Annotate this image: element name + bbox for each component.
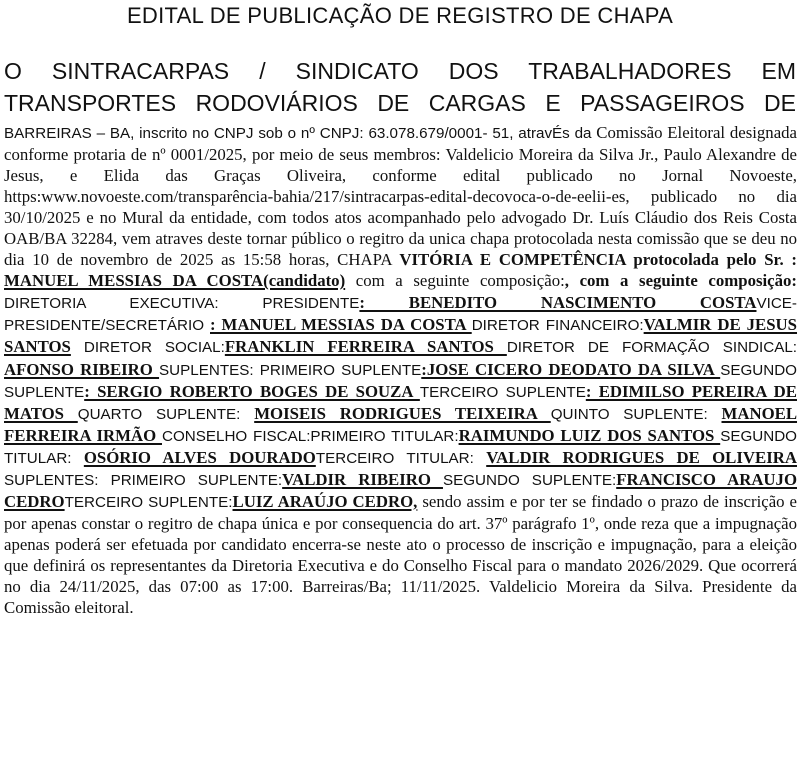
first-titular-name: RAIMUNDO LUIZ DOS SANTOS <box>458 425 721 445</box>
notice-body <box>4 122 797 618</box>
financial-director-name: VALMIR DE JESUS SANTOS <box>4 315 798 357</box>
fourth-substitute-name: MOISEIS RODRIGUES TEIXEIRA <box>254 403 551 423</box>
role-label: TERCEIRO SUPLENTE: <box>64 493 233 511</box>
role-label: DIRETOR DE FORMAÇÃO SINDICAL: <box>506 339 797 357</box>
second-titular-name: OSÓRIO ALVES DOURADO <box>83 447 316 467</box>
role-label: DIRETORIA EXECUTIVA: PRESIDENTE <box>4 295 360 313</box>
training-director-name: AFONSO RIBEIRO <box>4 359 160 379</box>
first-substitute-name: :JOSE CICERO DEODATO DA SILVA <box>421 359 721 379</box>
vice-president-name: : MANUEL MESSIAS DA COSTA <box>210 315 472 335</box>
second-substitute-name: : SERGIO ROBERTO BOGES DE SOUZA <box>84 381 420 401</box>
slate-name: VITÓRIA E COMPETÊNCIA protocolada pelo Sr. : <box>399 250 797 270</box>
body-text: BARREIRAS – BA, inscrito no CNPJ sob o nº CNPJ: 63.078.679/0001- 51, atravÉs da <box>4 125 592 142</box>
heading-line-1: O SINTRACARPAS / SINDICATO DOS TRABALHADORES EM <box>4 58 796 84</box>
closing-text: sendo assim e por ter se findado o prazo de inscrição e por apenas constar o regitro de chapa única e por consequencia do art. 37º parágrafo 1º, onde reza que a impugnação apenas poderá ser efetuada por candidato encerra-se neste ato o processo de inscrição e impugnação, para a eleição que definirá os representantes da Diretoria Executiva e do Conselho Fiscal para o mandato 2026/2029. Que ocorrerá no dia 24/11/2025, das 07:00 as 17:00. Barreiras/Ba; 11/11/2025. Valdelicio Moreira da Silva. Presidente da Comissão eleitoral. <box>4 491 797 618</box>
fiscal-first-substitute-name: VALDIR RIBEIRO <box>282 469 443 489</box>
body-text: com a seguinte composição: <box>345 271 565 291</box>
role-label: DIRETOR FINANCEIRO: <box>471 317 644 335</box>
role-label: VICE-PRESIDENTE/SECRETÁRIO <box>4 295 797 335</box>
third-substitute-name: : EDIMILSO PEREIRA DE MATOS <box>4 381 797 423</box>
filer-name: MANUEL MESSIAS DA COSTA(candidato) <box>4 271 346 291</box>
fifth-substitute-name: MANOEL FERREIRA IRMÃO <box>4 403 798 445</box>
role-label: CONSELHO FISCAL:PRIMEIRO TITULAR: <box>161 427 459 445</box>
president-name: : BENEDITO NASCIMENTO COSTA <box>359 293 757 313</box>
role-label: TERCEIRO TITULAR: <box>315 449 487 467</box>
third-titular-name: VALDIR RODRIGUES DE OLIVEIRA <box>486 447 797 467</box>
document-title: EDITAL DE PUBLICAÇÃO DE REGISTRO DE CHAPA <box>126 3 674 28</box>
role-label: TERCEIRO SUPLENTE <box>419 383 586 401</box>
role-label: DIRETOR SOCIAL: <box>70 339 225 357</box>
body-text: Comissão Eleitoral designada conforme protaria de nº 0001/2025, por meio de seus membros: Valdelicio Moreira da Silva Jr., Paulo Alexandre de Jesus, e Elida das Graças Oliveira, conforme edital publicado no Jornal Novoeste, https:www.novoeste.com/transparência-bahia/217/sintracarpas-edital-decovoca-o-de-eelii-es, publicado no dia 30/10/2025 e no Mural da entidade, com todos atos acompanhado pelo advogado Dr. Luís Cláudio dos Reis Costa OAB/BA 32284, vem atraves deste tornar público o regitro da unica chapa protocolada nesta comissão que se deu no dia 10 de novembro de 2025 as 15:58 horas, CHAPA <box>4 123 797 270</box>
role-label: SUPLENTES: PRIMEIRO SUPLENTE <box>159 361 422 379</box>
social-director-name: FRANKLIN FERREIRA SANTOS <box>224 337 507 357</box>
role-label: QUARTO SUPLENTE: <box>77 405 255 423</box>
role-label: SEGUNDO TITULAR: <box>4 427 797 467</box>
role-label: SUPLENTES: PRIMEIRO SUPLENTE: <box>4 471 283 489</box>
role-label: SEGUNDO SUPLENTE <box>4 361 797 401</box>
fiscal-third-substitute-name: LUIZ ARAÚJO CEDRO, <box>232 491 418 511</box>
role-label: SEGUNDO SUPLENTE: <box>442 471 617 489</box>
heading-line-2: TRANSPORTES RODOVIÁRIOS DE CARGAS E PASSAGEIROS DE <box>4 90 796 116</box>
fiscal-second-substitute-name: FRANCISCO ARAUJO CEDRO <box>4 469 797 511</box>
composition-label: , com a seguinte composição: <box>564 271 797 291</box>
role-label: QUINTO SUPLENTE: <box>550 405 722 423</box>
